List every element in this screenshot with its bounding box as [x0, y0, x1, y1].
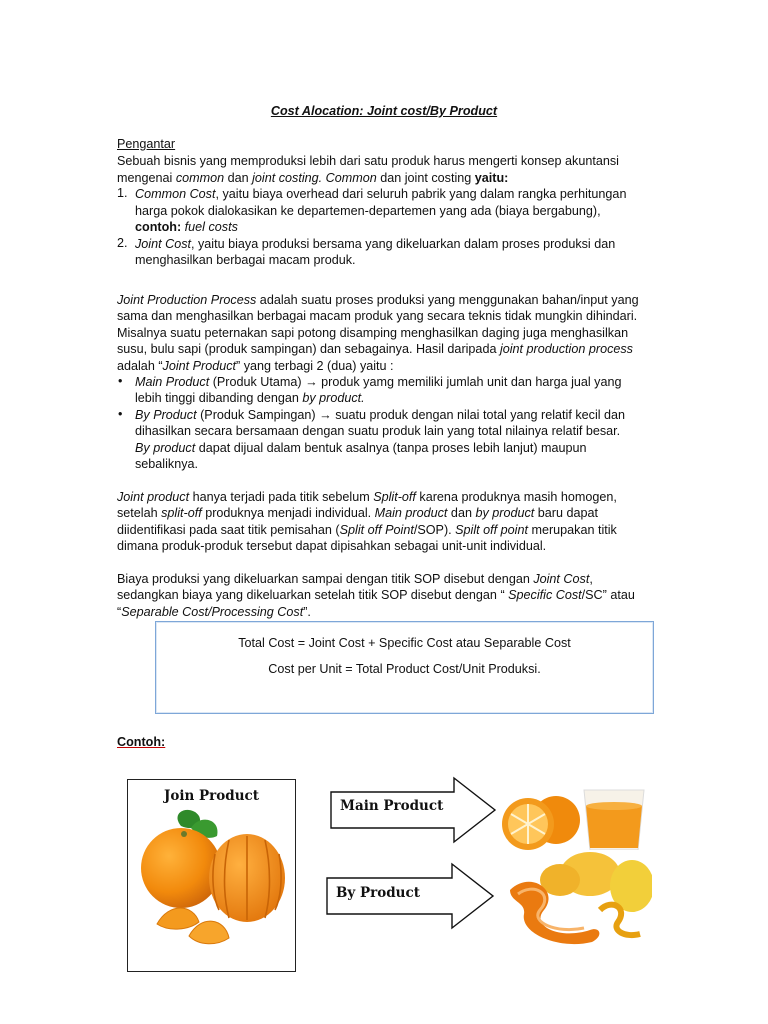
- cost-line-3: [117, 604, 652, 621]
- intro-line-2: [117, 170, 652, 187]
- jpp-line-1: [117, 292, 652, 309]
- common-cost-line-3-text: contoh: fuel costs: [135, 220, 238, 234]
- split-line-4: dimana produk-produk tersebut dapat dipisahkan sebagai unit-unit individual.: [117, 539, 547, 553]
- main-product-line-1: [135, 374, 652, 391]
- list-number-1: 1.: [117, 186, 128, 200]
- bullet-dot-1: •: [118, 374, 123, 388]
- jpp-line-4: [117, 341, 652, 358]
- formula-cost-per-unit: Cost per Unit = Total Product Cost/Unit Produksi.: [268, 662, 541, 676]
- example-heading: Contoh:: [117, 735, 166, 749]
- by-product-line-3: [135, 440, 652, 457]
- jpp-line-2: sama dan menghasilkan berbagai macam produk yang secara teknis tidak mungkin dihindari.: [117, 309, 638, 323]
- jpp-line-1-text: Joint Production Process adalah suatu proses produksi yang menggunakan bahan/input yang: [117, 293, 639, 307]
- cost-line-2-text: sedangkan biaya yang dikeluarkan setelah titik SOP disebut dengan “ Specific Cost/SC” atau: [117, 588, 635, 602]
- by-product-line-2: dihasilkan secara bersamaan dengan suatu produk lain yang total nilainya relatif besar.: [135, 424, 621, 438]
- joint-cost-line-1: [135, 236, 652, 253]
- orange-fruit-image: [129, 806, 294, 966]
- formula-total-cost: Total Cost = Joint Cost + Specific Cost atau Separable Cost: [238, 636, 571, 650]
- join-product-label: Join Product: [163, 788, 259, 804]
- by-product-line-1-text: By Product (Produk Sampingan) → suatu produk dengan nilai total yang relatif kecil dan: [135, 408, 626, 422]
- bullet-dot-2: •: [118, 407, 123, 421]
- split-line-1: [117, 489, 652, 506]
- by-product-line-3-text: By product dapat dijual dalam bentuk asalnya (tanpa proses lebih lanjut) maupun: [135, 441, 587, 455]
- common-cost-line-1-text: Common Cost, yaitu biaya overhead dari seluruh pabrik yang dalam rangka perhitungan: [135, 187, 627, 201]
- by-product-line-4: sebaliknya.: [135, 457, 199, 471]
- by-product-line-1: [135, 407, 652, 424]
- formula-box: [155, 621, 654, 714]
- intro-heading: Pengantar: [117, 137, 176, 151]
- intro-line-1: Sebuah bisnis yang memproduksi lebih dari satu produk harus mengerti konsep akuntansi: [117, 154, 619, 168]
- by-product-label: By Product: [336, 885, 420, 901]
- main-product-line-1-text: Main Product (Produk Utama) → produk yamg memiliki jumlah unit dan harga jual yang: [135, 375, 622, 389]
- list-number-2: 2.: [117, 236, 128, 250]
- join-product-box: [127, 779, 296, 972]
- main-product-line-2-text: lebih tinggi dibanding dengan by product.: [135, 391, 365, 405]
- cost-line-1-text: Biaya produksi yang dikeluarkan sampai dengan titik SOP disebut dengan Joint Cost,: [117, 572, 593, 586]
- page-title: Cost Alocation: Joint cost/By Product: [270, 104, 498, 118]
- joint-cost-line-2: menghasilkan berbagai macam produk.: [135, 253, 356, 267]
- jpp-line-3: Misalnya suatu peternakan sapi potong disamping menghasilkan daging juga menghasilkan: [117, 326, 629, 340]
- jpp-line-5: [117, 358, 652, 375]
- split-line-1-text: Joint product hanya terjadi pada titik sebelum Split-off karena produknya masih homogen,: [117, 490, 617, 504]
- main-product-label: Main Product: [340, 798, 444, 814]
- common-cost-line-3: [135, 219, 652, 236]
- common-cost-line-1: [135, 186, 652, 203]
- jpp-line-4-text: susu, bulu sapi (produk sampingan) dan sebagainya. Hasil daripada joint production process: [117, 342, 633, 356]
- main-product-line-2: [135, 390, 652, 407]
- orange-peel-image: [500, 850, 652, 946]
- intro-line-2-text: mengenai common dan joint costing. Common dan joint costing yaitu:: [117, 171, 509, 185]
- split-line-2: [117, 505, 652, 522]
- common-cost-line-2: harga pokok dialokasikan ke departemen-departemen yang ada (biaya bergabung),: [135, 204, 601, 218]
- joint-cost-line-1-text: Joint Cost, yaitu biaya produksi bersama yang dikeluarkan dalam proses produksi dan: [135, 237, 616, 251]
- split-line-3: [117, 522, 652, 539]
- split-line-2-text: setelah split-off produknya menjadi individual. Main product dan by product baru dapat: [117, 506, 598, 520]
- cost-line-3-text: “Separable Cost/Processing Cost”.: [117, 605, 311, 619]
- jpp-line-5-text: adalah “Joint Product” yang terbagi 2 (dua) yaitu :: [117, 359, 394, 373]
- cost-line-2: [117, 587, 652, 604]
- split-line-3-text: diidentifikasi pada saat titik pemisahan (Split off Point/SOP). Spilt off point merupakan titik: [117, 523, 617, 537]
- cost-line-1: [117, 571, 652, 588]
- orange-juice-image: [498, 782, 650, 852]
